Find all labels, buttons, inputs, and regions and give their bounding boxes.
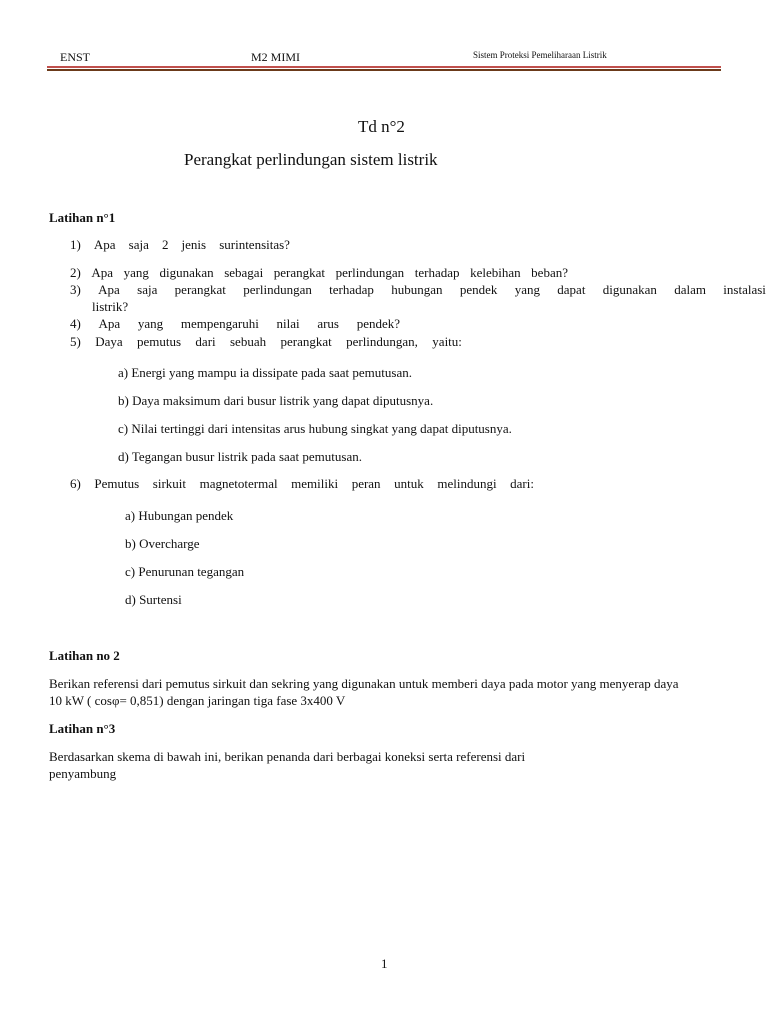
word: melindungi [437, 476, 497, 491]
latihan2-line2: 10 kW ( cosφ= 0,851) dengan jaringan tiga fase 3x400 V [49, 693, 346, 708]
word: peran [351, 476, 381, 491]
question-1 [70, 237, 290, 253]
page-title: Td n°2 [358, 117, 405, 136]
q5-option-d: d) Tegangan busur listrik pada saat pemutusan. [118, 449, 362, 464]
word: 2 [161, 237, 169, 252]
word: dari [195, 334, 216, 349]
word: dapat [557, 282, 586, 297]
page-subtitle: Perangkat perlindungan sistem listrik [184, 150, 438, 169]
word: yang [137, 316, 164, 331]
word: terhadap [414, 265, 460, 280]
q5-option-b: b) Daya maksimum dari busur listrik yang dapat diputusnya. [118, 393, 434, 408]
word: dalam [674, 282, 706, 297]
word: yaitu: [432, 334, 462, 349]
q6-option-d: d) Surtensi [125, 592, 182, 607]
word: untuk [394, 476, 424, 491]
word: surintensitas? [219, 237, 290, 252]
word: Daya [95, 334, 123, 349]
word: Apa [93, 237, 116, 252]
word: nilai [276, 316, 300, 331]
word: 6) [70, 476, 81, 491]
q5-option-c: c) Nilai tertinggi dari intensitas arus hubung singkat yang dapat diputusnya. [118, 421, 512, 436]
word: perlindungan [243, 282, 312, 297]
question-6 [70, 476, 534, 492]
word: Pemutus [94, 476, 140, 491]
word: perangkat [273, 265, 326, 280]
word: pemutus [137, 334, 182, 349]
q5-option-a: a) Energi yang mampu ia dissipate pada saat pemutusan. [118, 365, 412, 380]
word: 4) [70, 316, 81, 331]
word: perangkat [174, 282, 226, 297]
word: jenis [181, 237, 207, 252]
word: yang [123, 265, 149, 280]
word: 5) [70, 334, 81, 349]
word: 2) [70, 265, 81, 280]
word: instalasi [723, 282, 766, 297]
question-3-line2: listrik? [92, 299, 129, 314]
word: pendek [459, 282, 498, 297]
q6-option-c: c) Penurunan tegangan [125, 564, 245, 579]
word: 1) [70, 237, 81, 252]
word: digunakan [159, 265, 214, 280]
word: arus [317, 316, 339, 331]
latihan2-line1: Berikan referensi dari pemutus sirkuit dan sekring yang digunakan untuk memberi daya pada motor yang menyerap daya [49, 676, 679, 691]
word: saja [128, 237, 149, 252]
word: Apa [98, 282, 120, 297]
page-number: 1 [381, 956, 388, 971]
word: magnetotermal [199, 476, 278, 491]
word: perangkat [280, 334, 332, 349]
header-left: ENST [60, 50, 90, 64]
latihan1-heading: Latihan n°1 [49, 210, 116, 225]
question-2 [70, 265, 568, 281]
word: hubungan [391, 282, 443, 297]
word: beban? [531, 265, 568, 280]
word: memiliki [291, 476, 339, 491]
word: dari: [510, 476, 534, 491]
word: digunakan [602, 282, 657, 297]
word: sebagai [224, 265, 264, 280]
word: terhadap [329, 282, 374, 297]
word: sebuah [230, 334, 267, 349]
header-rule-top [47, 66, 721, 68]
word: sirkuit [152, 476, 187, 491]
header-center: M2 MIMI [251, 50, 301, 64]
word: Apa [98, 316, 121, 331]
word: perlindungan [335, 265, 405, 280]
latihan2-heading: Latihan no 2 [49, 648, 120, 663]
latihan3-line1: Berdasarkan skema di bawah ini, berikan penanda dari berbagai koneksi serta referensi dari [49, 749, 526, 764]
word: mempengaruhi [180, 316, 259, 331]
latihan3-heading: Latihan n°3 [49, 721, 116, 736]
q6-option-b: b) Overcharge [125, 536, 200, 551]
word: perlindungan, [346, 334, 418, 349]
header-right: Sistem Proteksi Pemeliharaan Listrik [473, 50, 607, 60]
word: pendek? [356, 316, 400, 331]
word: 3) [70, 282, 81, 297]
word: Apa [91, 265, 114, 280]
question-5 [70, 334, 462, 350]
latihan3-line2: penyambung [49, 766, 117, 781]
header-rule-bottom [47, 69, 721, 71]
q6-option-a: a) Hubungan pendek [125, 508, 234, 523]
word: yang [514, 282, 540, 297]
question-3-line1 [70, 282, 766, 298]
question-4 [70, 316, 400, 332]
word: kelebihan [470, 265, 521, 280]
word: saja [137, 282, 158, 297]
